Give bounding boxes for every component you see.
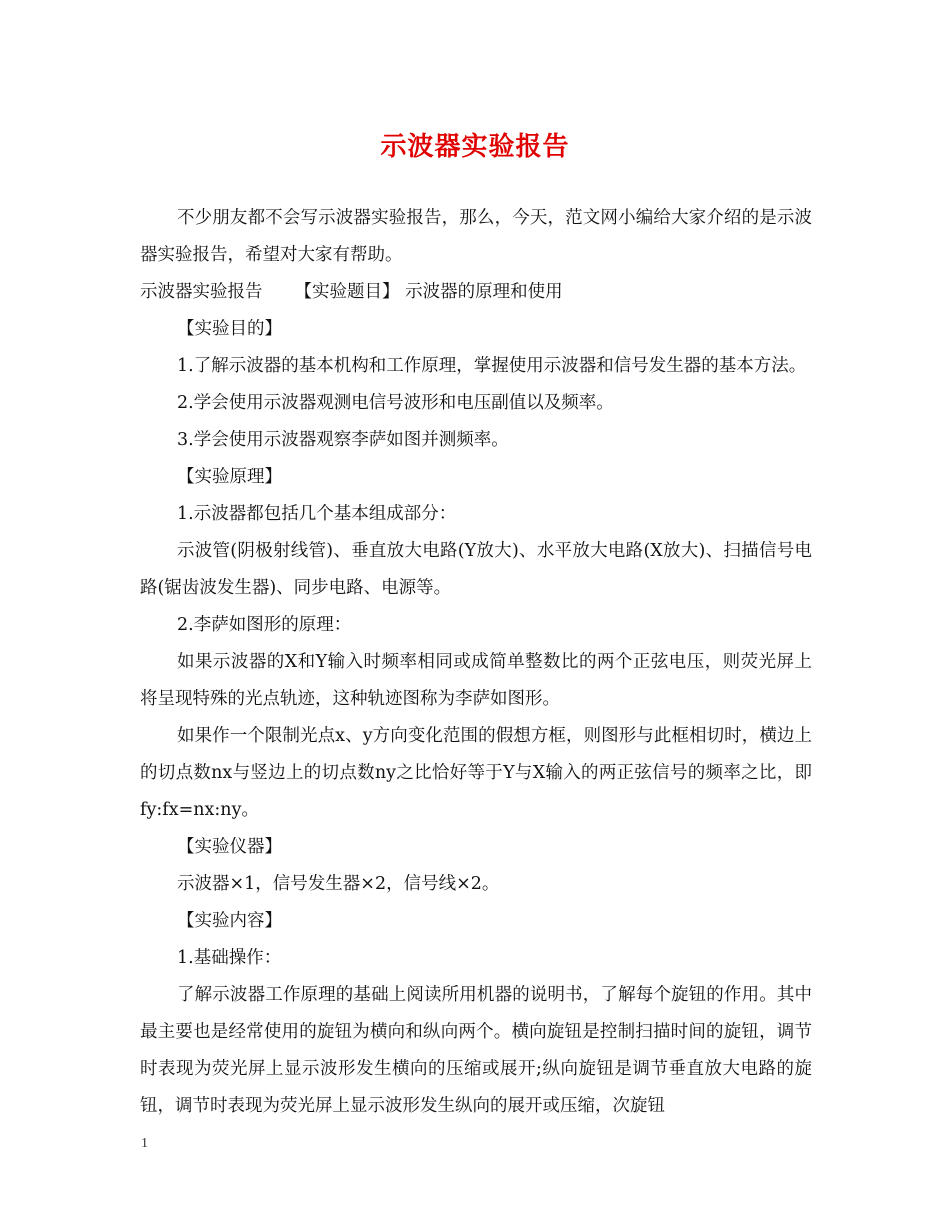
heading-instruments: 【实验仪器】 <box>177 837 282 857</box>
principle-2-body-2: 如果作一个限制光点x、y方向变化范围的假想方框，则图形与此框相切时，横边上的切点数nx与竖边上的切点数ny之比恰好等于Y与X输入的两正弦信号的频率之比，即fy:fx=nx:ny。 <box>140 726 812 820</box>
instruments-list: 示波器×1，信号发生器×2，信号线×2。 <box>177 874 500 894</box>
purpose-item-1: 1.了解示波器的基本机构和工作原理，掌握使用示波器和信号发生器的基本方法。 <box>177 356 807 376</box>
principle-1-title: 1.示波器都包括几个基本组成部分： <box>177 504 457 524</box>
heading-content: 【实验内容】 <box>177 911 282 931</box>
principle-2-title: 2.李萨如图形的原理： <box>177 615 352 635</box>
subject-line <box>140 274 812 311</box>
content-1-title: 1.基础操作： <box>177 948 282 968</box>
subject-line-value: 示波器的原理和使用 <box>405 282 563 302</box>
subject-line-left: 示波器实验报告 <box>140 282 263 302</box>
intro-paragraph: 不少朋友都不会写示波器实验报告，那么，今天，范文网小编给大家介绍的是示波器实验报告，希望对大家有帮助。 <box>140 208 812 265</box>
page-number: 1 <box>141 1136 148 1151</box>
principle-2-body-1: 如果示波器的X和Y输入时频率相同或成简单整数比的两个正弦电压，则荧光屏上将呈现特殊的光点轨迹，这种轨迹图称为李萨如图形。 <box>140 652 812 709</box>
document-title: 示波器实验报告 <box>380 132 570 162</box>
subject-line-label: 【实验题目】 <box>294 282 400 302</box>
purpose-item-3: 3.学会使用示波器观察李萨如图并测频率。 <box>177 430 509 450</box>
principle-1-body: 示波管(阴极射线管)、垂直放大电路(Y放大)、水平放大电路(X放大)、扫描信号电路(锯齿波发生器)、同步电路、电源等。 <box>140 541 812 598</box>
document-body <box>140 200 812 1125</box>
heading-purpose: 【实验目的】 <box>177 319 282 339</box>
purpose-item-2: 2.学会使用示波器观测电信号波形和电压副值以及频率。 <box>177 393 614 413</box>
content-1-body: 了解示波器工作原理的基础上阅读所用机器的说明书，了解每个旋钮的作用。其中最主要也是经常使用的旋钮为横向和纵向两个。横向旋钮是控制扫描时间的旋钮，调节时表现为荧光屏上显示波形发生横向的压缩或展开;纵向旋钮是调节垂直放大电路的旋钮，调节时表现为荧光屏上显示波形发生纵向的展开或压缩，次旋钮 <box>140 985 812 1116</box>
heading-principle: 【实验原理】 <box>177 467 282 487</box>
